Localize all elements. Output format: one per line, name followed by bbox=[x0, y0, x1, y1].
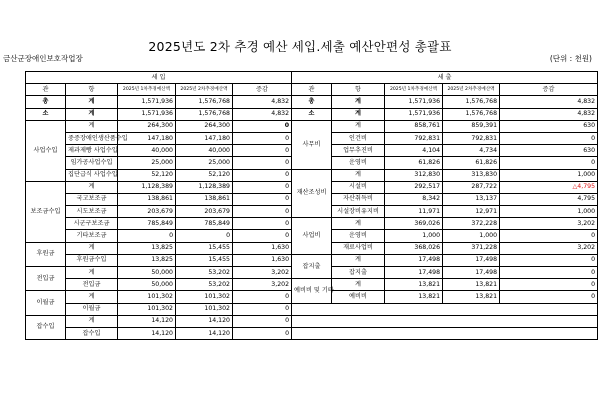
expense-budget2: 12,971 bbox=[443, 206, 500, 218]
revenue-diff: 1,630 bbox=[233, 254, 292, 266]
expense-budget2: 17,498 bbox=[443, 254, 500, 266]
table-row bbox=[26, 315, 598, 327]
total-row bbox=[26, 96, 598, 108]
expense-item-name: 업무추진비 bbox=[332, 145, 385, 157]
revenue-subtotal-label2: 계 bbox=[66, 108, 118, 120]
revenue-budget2: 53,202 bbox=[176, 267, 233, 279]
revenue-total-diff: 4,832 bbox=[233, 96, 292, 108]
revenue-group-name: 후원금 bbox=[26, 242, 66, 266]
expense-item-name: 자산취득비 bbox=[332, 193, 385, 205]
revenue-diff: 0 bbox=[233, 193, 292, 205]
revenue-diff: 0 bbox=[233, 230, 292, 242]
revenue-budget2: 15,455 bbox=[176, 254, 233, 266]
revenue-item-name: 국고보조금 bbox=[66, 193, 118, 205]
revenue-item-name: 계 bbox=[66, 120, 118, 132]
expense-col-gwan: 관 bbox=[292, 84, 332, 96]
revenue-diff: 0 bbox=[233, 120, 292, 132]
expense-diff: 4,795 bbox=[500, 193, 598, 205]
revenue-budget1: 1,128,389 bbox=[118, 181, 176, 193]
expense-budget1: 369,026 bbox=[385, 218, 443, 230]
revenue-budget2: 203,679 bbox=[176, 206, 233, 218]
revenue-budget1: 101,302 bbox=[118, 291, 176, 303]
revenue-col-budget2: 2025년 2차추경예산액 bbox=[176, 84, 233, 96]
expense-empty-cell bbox=[292, 315, 598, 327]
expense-group-name: 사무비 bbox=[292, 120, 332, 169]
revenue-diff: 0 bbox=[233, 206, 292, 218]
column-header-row bbox=[26, 84, 598, 96]
table-row bbox=[26, 327, 598, 339]
expense-budget2: 372,228 bbox=[443, 218, 500, 230]
expense-group-name: 예비비 및 기타 bbox=[292, 279, 332, 303]
revenue-diff: 3,202 bbox=[233, 279, 292, 291]
header-row bbox=[26, 72, 598, 84]
revenue-item-name: 기타보조금 bbox=[66, 230, 118, 242]
expense-diff: 1,000 bbox=[500, 169, 598, 181]
revenue-budget1: 0 bbox=[118, 230, 176, 242]
revenue-budget1: 25,000 bbox=[118, 157, 176, 169]
revenue-item-name: 시군구보조금 bbox=[66, 218, 118, 230]
revenue-total-budget1: 1,571,936 bbox=[118, 96, 176, 108]
expense-budget1: 312,830 bbox=[385, 169, 443, 181]
revenue-budget1: 14,120 bbox=[118, 315, 176, 327]
expense-item-name: 운영비 bbox=[332, 230, 385, 242]
expense-total-budget2: 1,576,768 bbox=[443, 96, 500, 108]
revenue-col-diff: 증감 bbox=[233, 84, 292, 96]
revenue-group-name: 전입금 bbox=[26, 267, 66, 291]
revenue-diff: 0 bbox=[233, 157, 292, 169]
expense-item-name: 인건비 bbox=[332, 132, 385, 144]
expense-budget2: 792,831 bbox=[443, 132, 500, 144]
expense-item-name: 잡지출 bbox=[332, 267, 385, 279]
revenue-budget2: 52,120 bbox=[176, 169, 233, 181]
revenue-diff: 0 bbox=[233, 291, 292, 303]
expense-group-name: 사업비 bbox=[292, 218, 332, 255]
revenue-item-name: 전입금 bbox=[66, 279, 118, 291]
expense-budget2: 1,000 bbox=[443, 230, 500, 242]
revenue-diff: 0 bbox=[233, 181, 292, 193]
expense-diff: 1,000 bbox=[500, 206, 598, 218]
revenue-budget2: 264,300 bbox=[176, 120, 233, 132]
revenue-budget1: 13,825 bbox=[118, 254, 176, 266]
revenue-item-name: 계 bbox=[66, 242, 118, 254]
expense-header: 세 출 bbox=[292, 72, 598, 84]
unit-label: (단위 : 천원) bbox=[549, 54, 592, 63]
revenue-budget1: 52,120 bbox=[118, 169, 176, 181]
expense-diff: 630 bbox=[500, 120, 598, 132]
expense-item-name: 계 bbox=[332, 254, 385, 266]
expense-budget1: 368,026 bbox=[385, 242, 443, 254]
expense-item-name: 계 bbox=[332, 169, 385, 181]
expense-budget1: 13,821 bbox=[385, 279, 443, 291]
expense-budget2: 13,821 bbox=[443, 291, 500, 303]
revenue-budget2: 25,000 bbox=[176, 157, 233, 169]
expense-budget1: 792,831 bbox=[385, 132, 443, 144]
table-row bbox=[26, 169, 598, 181]
revenue-budget1: 147,180 bbox=[118, 132, 176, 144]
revenue-subtotal-budget1: 1,571,936 bbox=[118, 108, 176, 120]
expense-col-diff: 증감 bbox=[500, 84, 598, 96]
revenue-diff: 0 bbox=[233, 327, 292, 339]
revenue-budget1: 264,300 bbox=[118, 120, 176, 132]
revenue-subtotal-label1: 소 bbox=[26, 108, 66, 120]
revenue-budget1: 138,861 bbox=[118, 193, 176, 205]
revenue-item-name: 잡수입 bbox=[66, 327, 118, 339]
expense-total-diff: 4,832 bbox=[500, 96, 598, 108]
revenue-budget2: 14,120 bbox=[176, 327, 233, 339]
expense-budget2: 61,826 bbox=[443, 157, 500, 169]
expense-budget2: 313,830 bbox=[443, 169, 500, 181]
expense-item-name: 예비비 bbox=[332, 291, 385, 303]
expense-total-label1: 총 bbox=[292, 96, 332, 108]
expense-budget1: 17,498 bbox=[385, 254, 443, 266]
expense-budget1: 292,517 bbox=[385, 181, 443, 193]
subtotal-row bbox=[26, 108, 598, 120]
revenue-budget1: 50,000 bbox=[118, 279, 176, 291]
expense-item-name: 운영비 bbox=[332, 157, 385, 169]
revenue-budget2: 14,120 bbox=[176, 315, 233, 327]
expense-diff: 0 bbox=[500, 157, 598, 169]
expense-budget2: 287,722 bbox=[443, 181, 500, 193]
expense-diff: 0 bbox=[500, 132, 598, 144]
expense-subtotal-label1: 소 bbox=[292, 108, 332, 120]
expense-item-name: 계 bbox=[332, 218, 385, 230]
revenue-budget1: 785,849 bbox=[118, 218, 176, 230]
revenue-item-name: 계 bbox=[66, 181, 118, 193]
expense-subtotal-diff: 4,832 bbox=[500, 108, 598, 120]
expense-diff: 630 bbox=[500, 145, 598, 157]
revenue-item-name: 시도보조금 bbox=[66, 206, 118, 218]
revenue-group-name: 잡수입 bbox=[26, 315, 66, 339]
organization-name: 금산군장애인보호작업장 bbox=[3, 54, 83, 63]
revenue-budget1: 101,302 bbox=[118, 303, 176, 315]
expense-item-name: 재료사업비 bbox=[332, 242, 385, 254]
revenue-budget1: 14,120 bbox=[118, 327, 176, 339]
expense-diff: 0 bbox=[500, 230, 598, 242]
revenue-item-name: 계 bbox=[66, 315, 118, 327]
revenue-total-budget2: 1,576,768 bbox=[176, 96, 233, 108]
expense-item-name: 계 bbox=[332, 120, 385, 132]
revenue-diff: 0 bbox=[233, 315, 292, 327]
expense-budget1: 4,104 bbox=[385, 145, 443, 157]
expense-diff: 3,202 bbox=[500, 242, 598, 254]
expense-empty-cell bbox=[292, 327, 598, 339]
expense-budget2: 371,228 bbox=[443, 242, 500, 254]
revenue-diff: 3,202 bbox=[233, 267, 292, 279]
revenue-item-name: 이월금 bbox=[66, 303, 118, 315]
revenue-col-gwan: 관 bbox=[26, 84, 66, 96]
expense-col-hang: 항 bbox=[332, 84, 385, 96]
revenue-diff: 1,630 bbox=[233, 242, 292, 254]
expense-subtotal-budget1: 1,571,936 bbox=[385, 108, 443, 120]
expense-empty-cell bbox=[292, 303, 598, 315]
revenue-col-hang: 항 bbox=[66, 84, 118, 96]
table-row bbox=[26, 218, 598, 230]
revenue-group-name: 이월금 bbox=[26, 291, 66, 315]
expense-diff: 0 bbox=[500, 291, 598, 303]
revenue-diff: 0 bbox=[233, 169, 292, 181]
revenue-budget1: 203,679 bbox=[118, 206, 176, 218]
revenue-subtotal-budget2: 1,576,768 bbox=[176, 108, 233, 120]
revenue-group-name: 보조금수입 bbox=[26, 181, 66, 242]
expense-item-name: 시설비 bbox=[332, 181, 385, 193]
expense-diff: 0 bbox=[500, 279, 598, 291]
expense-diff: 0 bbox=[500, 267, 598, 279]
expense-item-name: 계 bbox=[332, 279, 385, 291]
expense-group-name: 재산조성비 bbox=[292, 169, 332, 218]
revenue-item-name: 집단급식 사업수입 bbox=[66, 169, 118, 181]
revenue-item-name: 중증장애인생산품수입 bbox=[66, 132, 118, 144]
page-title: 2025년도 2차 추경 예산 세입.세출 예산안편성 총괄표 bbox=[148, 39, 452, 54]
expense-budget1: 11,971 bbox=[385, 206, 443, 218]
revenue-group-name: 사업수입 bbox=[26, 120, 66, 181]
expense-budget2: 4,734 bbox=[443, 145, 500, 157]
expense-subtotal-label2: 계 bbox=[332, 108, 385, 120]
revenue-total-label1: 총 bbox=[26, 96, 66, 108]
table-row bbox=[26, 254, 598, 266]
expense-group-name: 잡지출 bbox=[292, 254, 332, 278]
expense-budget2: 859,391 bbox=[443, 120, 500, 132]
expense-budget1: 858,761 bbox=[385, 120, 443, 132]
revenue-budget2: 1,128,389 bbox=[176, 181, 233, 193]
expense-budget1: 17,498 bbox=[385, 267, 443, 279]
revenue-budget2: 0 bbox=[176, 230, 233, 242]
expense-budget2: 13,821 bbox=[443, 279, 500, 291]
revenue-diff: 0 bbox=[233, 303, 292, 315]
expense-diff: 0 bbox=[500, 254, 598, 266]
expense-col-budget2: 2025년 2차추경예산액 bbox=[443, 84, 500, 96]
revenue-budget1: 40,000 bbox=[118, 145, 176, 157]
table-row bbox=[26, 120, 598, 132]
revenue-budget2: 147,180 bbox=[176, 132, 233, 144]
expense-budget2: 17,498 bbox=[443, 267, 500, 279]
revenue-item-name: 후원금수입 bbox=[66, 254, 118, 266]
revenue-total-label2: 계 bbox=[66, 96, 118, 108]
revenue-budget2: 101,302 bbox=[176, 303, 233, 315]
revenue-item-name: 제과제빵 사업수입 bbox=[66, 145, 118, 157]
revenue-budget2: 785,849 bbox=[176, 218, 233, 230]
revenue-budget2: 101,302 bbox=[176, 291, 233, 303]
expense-budget1: 8,342 bbox=[385, 193, 443, 205]
revenue-col-budget1: 2025년 1차추경예산액 bbox=[118, 84, 176, 96]
revenue-diff: 0 bbox=[233, 218, 292, 230]
revenue-budget2: 15,455 bbox=[176, 242, 233, 254]
revenue-item-name: 계 bbox=[66, 267, 118, 279]
revenue-diff: 0 bbox=[233, 132, 292, 144]
revenue-budget1: 13,825 bbox=[118, 242, 176, 254]
expense-diff: △4,795 bbox=[500, 181, 598, 193]
expense-col-budget1: 2025년 1차추경예산액 bbox=[385, 84, 443, 96]
expense-budget1: 61,826 bbox=[385, 157, 443, 169]
expense-diff: 3,202 bbox=[500, 218, 598, 230]
table-row bbox=[26, 303, 598, 315]
table-row bbox=[26, 279, 598, 291]
budget-summary-table bbox=[25, 71, 598, 340]
expense-budget1: 13,821 bbox=[385, 291, 443, 303]
expense-budget1: 1,000 bbox=[385, 230, 443, 242]
revenue-item-name: 임가공사업수입 bbox=[66, 157, 118, 169]
expense-budget2: 13,137 bbox=[443, 193, 500, 205]
revenue-budget2: 138,861 bbox=[176, 193, 233, 205]
expense-total-label2: 계 bbox=[332, 96, 385, 108]
revenue-header: 세 입 bbox=[26, 72, 292, 84]
revenue-diff: 0 bbox=[233, 145, 292, 157]
expense-total-budget1: 1,571,936 bbox=[385, 96, 443, 108]
revenue-item-name: 계 bbox=[66, 291, 118, 303]
revenue-budget2: 53,202 bbox=[176, 279, 233, 291]
revenue-budget2: 40,000 bbox=[176, 145, 233, 157]
revenue-subtotal-diff: 4,832 bbox=[233, 108, 292, 120]
expense-item-name: 시설장비유지비 bbox=[332, 206, 385, 218]
revenue-budget1: 50,000 bbox=[118, 267, 176, 279]
expense-subtotal-budget2: 1,576,768 bbox=[443, 108, 500, 120]
